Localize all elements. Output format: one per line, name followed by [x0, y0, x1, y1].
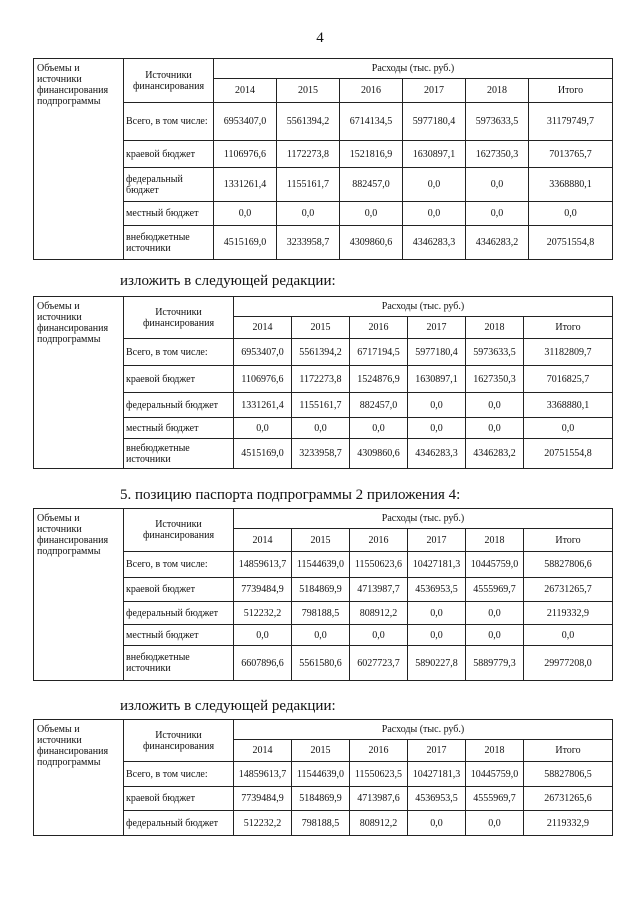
value-cell: 5561580,6: [292, 646, 350, 681]
year-header: 2014: [234, 740, 292, 762]
value-cell: 58827806,5: [524, 762, 613, 787]
value-cell: 7016825,7: [524, 366, 613, 393]
value-cell: 5973633,5: [466, 339, 524, 366]
value-cell: 1524876,9: [350, 366, 408, 393]
year-header: 2015: [292, 740, 350, 762]
year-header: 2017: [408, 740, 466, 762]
row-label: внебюджетные источники: [124, 646, 234, 681]
value-cell: 31179749,7: [529, 103, 613, 141]
value-cell: 4346283,3: [408, 439, 466, 469]
value-cell: 11544639,0: [292, 762, 350, 787]
value-cell: 6714134,5: [340, 103, 403, 141]
value-cell: 1630897,1: [408, 366, 466, 393]
value-cell: 1331261,4: [214, 168, 277, 202]
value-cell: 29977208,0: [524, 646, 613, 681]
value-cell: 3368880,1: [524, 393, 613, 418]
financing-table-2-block: [33, 296, 612, 469]
value-cell: 1172273,8: [292, 366, 350, 393]
year-header: 2014: [234, 529, 292, 552]
row-label: местный бюджет: [124, 418, 234, 439]
value-cell: 5890227,8: [408, 646, 466, 681]
year-header: 2015: [292, 529, 350, 552]
value-cell: 4555969,7: [466, 578, 524, 602]
value-cell: 4515169,0: [214, 226, 277, 260]
value-cell: 0,0: [408, 811, 466, 836]
value-cell: 1155161,7: [292, 393, 350, 418]
value-cell: 882457,0: [350, 393, 408, 418]
expenses-header: Расходы (тыс. руб.): [234, 509, 613, 529]
value-cell: 2119332,9: [524, 811, 613, 836]
sources-header: Источники финансирования: [124, 297, 234, 339]
value-cell: 4555969,7: [466, 787, 524, 811]
year-header: 2016: [350, 740, 408, 762]
value-cell: 5184869,9: [292, 787, 350, 811]
expenses-header: Расходы (тыс. руб.): [234, 297, 613, 317]
value-cell: 5973633,5: [466, 103, 529, 141]
value-cell: 4713987,6: [350, 787, 408, 811]
value-cell: 14859613,7: [234, 552, 292, 578]
objectives-label: Объемы и источники финансирования подпрограммы: [34, 509, 124, 681]
value-cell: 1627350,3: [466, 366, 524, 393]
value-cell: 0,0: [466, 168, 529, 202]
year-header: 2017: [408, 317, 466, 339]
value-cell: 4536953,5: [408, 787, 466, 811]
value-cell: 6607896,6: [234, 646, 292, 681]
value-cell: 7739484,9: [234, 787, 292, 811]
value-cell: 0,0: [277, 202, 340, 226]
year-header: 2017: [403, 79, 466, 103]
value-cell: 4346283,2: [466, 226, 529, 260]
year-header: 2014: [214, 79, 277, 103]
row-label: федеральный бюджет: [124, 168, 214, 202]
value-cell: 0,0: [466, 418, 524, 439]
value-cell: 1155161,7: [277, 168, 340, 202]
value-cell: 0,0: [524, 418, 613, 439]
financing-table: [33, 508, 613, 681]
value-cell: 1630897,1: [403, 141, 466, 168]
year-header: 2018: [466, 79, 529, 103]
value-cell: 0,0: [408, 418, 466, 439]
value-cell: 0,0: [408, 393, 466, 418]
row-label: федеральный бюджет: [124, 393, 234, 418]
section-heading-3: изложить в следующей редакции:: [120, 698, 336, 714]
value-cell: 1172273,8: [277, 141, 340, 168]
value-cell: 0,0: [408, 625, 466, 646]
row-label: краевой бюджет: [124, 787, 234, 811]
year-header: 2015: [292, 317, 350, 339]
value-cell: 5977180,4: [403, 103, 466, 141]
value-cell: 3368880,1: [529, 168, 613, 202]
value-cell: 0,0: [403, 168, 466, 202]
financing-table-4-block: [33, 719, 612, 836]
year-header: 2014: [234, 317, 292, 339]
value-cell: 4309860,6: [340, 226, 403, 260]
row-label: местный бюджет: [124, 625, 234, 646]
financing-table-3-block: [33, 508, 612, 681]
value-cell: 0,0: [350, 625, 408, 646]
value-cell: 6717194,5: [350, 339, 408, 366]
value-cell: 11544639,0: [292, 552, 350, 578]
value-cell: 26731265,6: [524, 787, 613, 811]
value-cell: 0,0: [292, 418, 350, 439]
value-cell: 4346283,2: [466, 439, 524, 469]
sources-header: Источники финансирования: [124, 720, 234, 762]
value-cell: 0,0: [466, 625, 524, 646]
value-cell: 0,0: [466, 393, 524, 418]
value-cell: 5561394,2: [292, 339, 350, 366]
value-cell: 0,0: [340, 202, 403, 226]
row-label: внебюджетные источники: [124, 226, 214, 260]
value-cell: 1331261,4: [234, 393, 292, 418]
section-heading-2: 5. позицию паспорта подпрограммы 2 приложения 4:: [120, 487, 461, 503]
value-cell: 6953407,0: [214, 103, 277, 141]
value-cell: 798188,5: [292, 811, 350, 836]
value-cell: 3233958,7: [277, 226, 340, 260]
value-cell: 2119332,9: [524, 602, 613, 625]
value-cell: 11550623,5: [350, 762, 408, 787]
value-cell: 3233958,7: [292, 439, 350, 469]
value-cell: 1627350,3: [466, 141, 529, 168]
row-label: краевой бюджет: [124, 141, 214, 168]
value-cell: 5561394,2: [277, 103, 340, 141]
value-cell: 5889779,3: [466, 646, 524, 681]
year-header: 2016: [350, 529, 408, 552]
value-cell: 5977180,4: [408, 339, 466, 366]
value-cell: 26731265,7: [524, 578, 613, 602]
value-cell: 10445759,0: [466, 762, 524, 787]
year-header: Итого: [524, 317, 613, 339]
value-cell: 808912,2: [350, 811, 408, 836]
value-cell: 1106976,6: [234, 366, 292, 393]
objectives-label: Объемы и источники финансирования подпрограммы: [34, 59, 124, 260]
value-cell: 20751554,8: [524, 439, 613, 469]
year-header: Итого: [529, 79, 613, 103]
row-label: Всего, в том числе:: [124, 103, 214, 141]
value-cell: 0,0: [524, 625, 613, 646]
sources-header: Источники финансирования: [124, 59, 214, 103]
value-cell: 0,0: [403, 202, 466, 226]
value-cell: 4515169,0: [234, 439, 292, 469]
objectives-label: Объемы и источники финансирования подпрограммы: [34, 297, 124, 469]
row-label: федеральный бюджет: [124, 811, 234, 836]
financing-table: [33, 296, 613, 469]
value-cell: 1106976,6: [214, 141, 277, 168]
value-cell: 0,0: [529, 202, 613, 226]
financing-table: [33, 58, 613, 260]
objectives-label: Объемы и источники финансирования подпрограммы: [34, 720, 124, 836]
row-label: федеральный бюджет: [124, 602, 234, 625]
value-cell: 31182809,7: [524, 339, 613, 366]
value-cell: 1521816,9: [340, 141, 403, 168]
value-cell: 0,0: [466, 602, 524, 625]
year-header: Итого: [524, 529, 613, 552]
year-header: 2016: [340, 79, 403, 103]
value-cell: 6953407,0: [234, 339, 292, 366]
value-cell: 5184869,9: [292, 578, 350, 602]
value-cell: 58827806,6: [524, 552, 613, 578]
value-cell: 0,0: [234, 418, 292, 439]
year-header: Итого: [524, 740, 613, 762]
value-cell: 4309860,6: [350, 439, 408, 469]
row-label: местный бюджет: [124, 202, 214, 226]
year-header: 2015: [277, 79, 340, 103]
section-heading-1: изложить в следующей редакции:: [120, 273, 336, 289]
row-label: краевой бюджет: [124, 366, 234, 393]
value-cell: 20751554,8: [529, 226, 613, 260]
year-header: 2018: [466, 529, 524, 552]
value-cell: 7013765,7: [529, 141, 613, 168]
value-cell: 0,0: [466, 811, 524, 836]
value-cell: 808912,2: [350, 602, 408, 625]
value-cell: 6027723,7: [350, 646, 408, 681]
value-cell: 0,0: [466, 202, 529, 226]
value-cell: 512232,2: [234, 602, 292, 625]
value-cell: 0,0: [234, 625, 292, 646]
value-cell: 882457,0: [340, 168, 403, 202]
row-label: краевой бюджет: [124, 578, 234, 602]
financing-table-1-block: [33, 58, 612, 260]
value-cell: 4536953,5: [408, 578, 466, 602]
value-cell: 0,0: [214, 202, 277, 226]
value-cell: 10427181,3: [408, 762, 466, 787]
value-cell: 798188,5: [292, 602, 350, 625]
value-cell: 0,0: [408, 602, 466, 625]
value-cell: 4346283,3: [403, 226, 466, 260]
row-label: внебюджетные источники: [124, 439, 234, 469]
year-header: 2018: [466, 740, 524, 762]
value-cell: 11550623,6: [350, 552, 408, 578]
value-cell: 7739484,9: [234, 578, 292, 602]
page-number: 4: [316, 30, 324, 46]
value-cell: 14859613,7: [234, 762, 292, 787]
sources-header: Источники финансирования: [124, 509, 234, 552]
value-cell: 4713987,7: [350, 578, 408, 602]
value-cell: 10445759,0: [466, 552, 524, 578]
expenses-header: Расходы (тыс. руб.): [214, 59, 613, 79]
value-cell: 0,0: [350, 418, 408, 439]
row-label: Всего, в том числе:: [124, 339, 234, 366]
value-cell: 10427181,3: [408, 552, 466, 578]
year-header: 2016: [350, 317, 408, 339]
value-cell: 0,0: [292, 625, 350, 646]
row-label: Всего, в том числе:: [124, 762, 234, 787]
value-cell: 512232,2: [234, 811, 292, 836]
expenses-header: Расходы (тыс. руб.): [234, 720, 613, 740]
financing-table: [33, 719, 613, 836]
row-label: Всего, в том числе:: [124, 552, 234, 578]
year-header: 2018: [466, 317, 524, 339]
year-header: 2017: [408, 529, 466, 552]
